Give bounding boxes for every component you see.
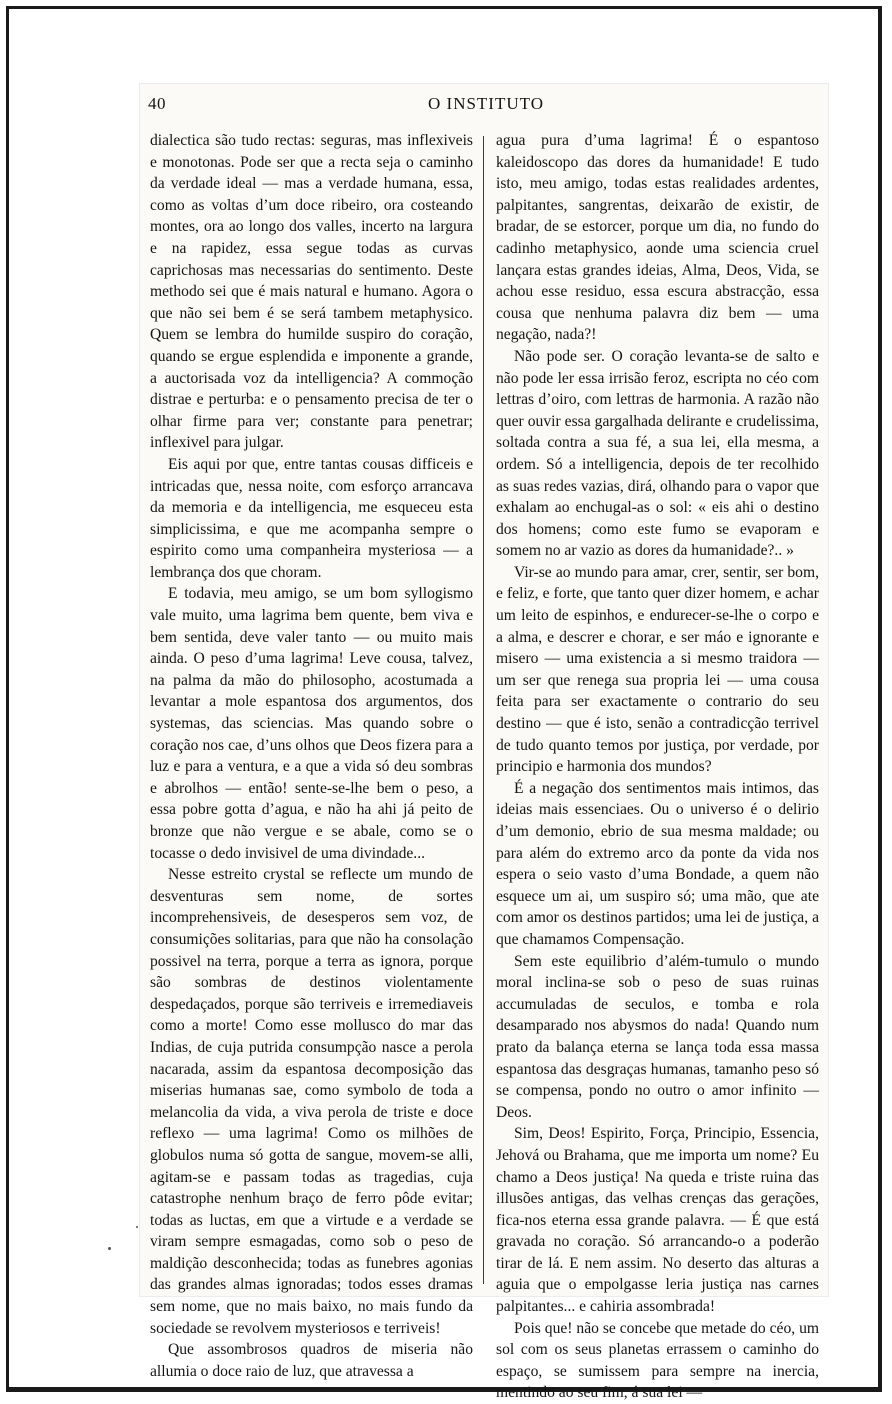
right-column	[496, 130, 819, 1404]
paragraph: É a negação dos sentimentos mais intimos, das ideias mais essenciaes. Ou o universo é o delirio d’um demonio, ebrio de sua mesma maldade; ou para além do extremo arco da ponte da vida nos espera o seio vasto d’uma Bondade, a quem não esquece um ai, um suspiro só; uma mão, que ate com amor os destinos partidos; uma lei de justiça, a que chamamos Compensação.	[496, 779, 819, 948]
ink-speck	[108, 1247, 111, 1250]
left-column	[150, 130, 473, 1382]
paragraph: dialectica são tudo rectas: seguras, mas inflexiveis e monotonas. Pode ser que a recta seja o caminho da verdade ideal — mas a verdade humana, essa, como as voltas d’um doce ribeiro, ora costeando montes, ora ao longo dos valles, incerto na largura e na rapidez, essa segue todas as curvas caprichosas mas necessarias do sentimento. Deste methodo sei que é mais natural e humano. Agora o que não sei bem é se será tambem metaphysico. Quem se lembra do humilde suspiro do coração, quando se ergue esplendida e imponente a grande, a auctorisada voz da intelligencia? A commoção distrae e perturba: e o pensamento precisa de ter o olhar firme para ver; constante para penetrar; inflexivel para julgar.	[150, 132, 473, 452]
paragraph: Vir-se ao mundo para amar, crer, sentir, ser bom, e feliz, e forte, que tanto quer dizer homem, e achar um leito de espinhos, e endurecer-se-lhe o corpo e a alma, e descrer e chorar, e ser máo e ignorante e misero — uma existencia a si mesmo traidora — um ser que renega sua propria lei — uma cousa feita para ser exactamente o contrario do seu destino — que é isto, senão a contradicção terrivel de tudo quanto temos por justiça, por verdade, por principio e harmonia dos mundos?	[496, 563, 819, 776]
paragraph: Pois que! não se concebe que metade do céo, um sol com os seus planetas errassem o caminho do espaço, se sumissem para sempre na inercia, mentindo ao seu fim, á sua lei —	[496, 1319, 819, 1402]
running-head-title: O INSTITUTO	[428, 94, 544, 113]
paragraph: agua pura d’uma lagrima! É o espantoso kaleidoscopo das dores da humanidade! E tudo isto, meu amigo, todas estas realidades ardentes, palpitantes, sangrentas, deixarão de existir, de bradar, de se estorcer, porque um dia, no fundo do cadinho metaphysico, aonde uma sciencia cruel lançara estas grandes ideias, Alma, Deos, Vida, se achou esse residuo, essa escura abstracção, essa cousa que nenhuma palavra diz bem — uma negação, nada?!	[496, 132, 819, 344]
ink-speck	[136, 1226, 138, 1228]
column-rule	[483, 136, 484, 1284]
paragraph: Que assombrosos quadros de miseria não allumia o doce raio de luz, que atravessa a	[150, 1341, 473, 1380]
paragraph: E todavia, meu amigo, se um bom syllogismo vale muito, uma lagrima bem quente, bem viva e bem sentida, deve valer tanto — ou muito mais ainda. O peso d’uma lagrima! Leve cousa, talvez, na palma da mão do philosopho, acostumada a levantar a mole espantosa dos argumentos, dos systemas, das sciencias. Mas quando sobre o coração nos cae, d’uns olhos que Deos fizera para a luz e para a ventura, e a que a vida só deu sombras e abrolhos — então! sente-se-lhe bem o peso, a essa pobre gotta d’agua, e não ha ahi já peito de bronze que não vergue e se abale, como se o tocasse o dedo invisivel de uma divindade...	[150, 585, 473, 862]
paragraph: Sem este equilibrio d’além-tumulo o mundo moral inclina-se sob o peso de suas ruinas accumuladas de seculos, e tomba e rola desamparado nos abysmos do nada! Quando num prato da balança eterna se lança toda essa massa espantosa das desgraças humanas, tamanho peso só se compensa, pondo no outro o amor infinito — Deos.	[496, 952, 819, 1121]
paragraph: Eis aqui por que, entre tantas cousas difficeis e intricadas que, nessa noite, com esforço arrancava da memoria e da intelligencia, me esqueceu esta simplicissima, e que me acompanha sempre o espirito como uma companheira mysteriosa — a lembrança dos que choram.	[150, 455, 473, 581]
page-number: 40	[148, 94, 166, 113]
paragraph: Nesse estreito crystal se reflecte um mundo de desventuras sem nome, de sortes incomprehensiveis, de desesperos sem voz, de consumições solitarias, para que não ha consolação possivel na terra, porque a terra as ignora, porque são sombras de destinos violentamente despedaçados, porque são terriveis e irremediaveis como a morte! Como esse mollusco do mar das Indias, de cuja putrida consumpção nasce a perola nacarada, assim da espantosa decomposição das miserias humanas sae, como symbolo de toda a melancolia da vida, a viva perola de triste e doce reflexo — uma lagrima! Como os milhões de globulos numa só gotta de sangue, movem-se alli, agitam-se e passam todas as tragedias, cuja catastrophe nenhum braço de ferro pôde evitar; todas as luctas, em que a virtude e a verdade se viram sempre esmagadas, como sob o peso de maldição desconhecida; todas as funebres agonias das grandes almas ignoradas; todos esses dramas sem nome, que no mais baixo, no mais fundo da sociedade se revolvem mysteriosos e terriveis!	[150, 866, 473, 1337]
paragraph: Não pode ser. O coração levanta-se de salto e não pode ler essa irrisão feroz, escripta no céo com lettras d’oiro, com lettras de harmonia. A razão não quer ouvir essa gargalhada delirante e crudelissima, soltada contra a sua fé, a sua lei, ella mesma, a ordem. Só a intelligencia, depois de ter recolhido as suas redes vazias, dirá, olhando para o vapor que exhalam ao enchugal-as o sol: « eis ahi o destino dos homens; como este fumo se evaporam e somem no ar vazio as dores da humanidade?.. »	[496, 347, 819, 560]
paragraph: Sim, Deos! Espirito, Força, Principio, Essencia, Jehová ou Brahama, que me importa um nome? Eu chamo a Deos justiça! Na queda e triste ruina das illusões antigas, das velhas crenças das gerações, fica-nos eterna essa grande palavra. — É que está gravada no coração. Só arrancando-o a poderão tirar de lá. E nem assim. No deserto das alturas a aguia que o empolgasse leria justiça nas carnes palpitantes... e cahiria assombrada!	[496, 1125, 819, 1316]
